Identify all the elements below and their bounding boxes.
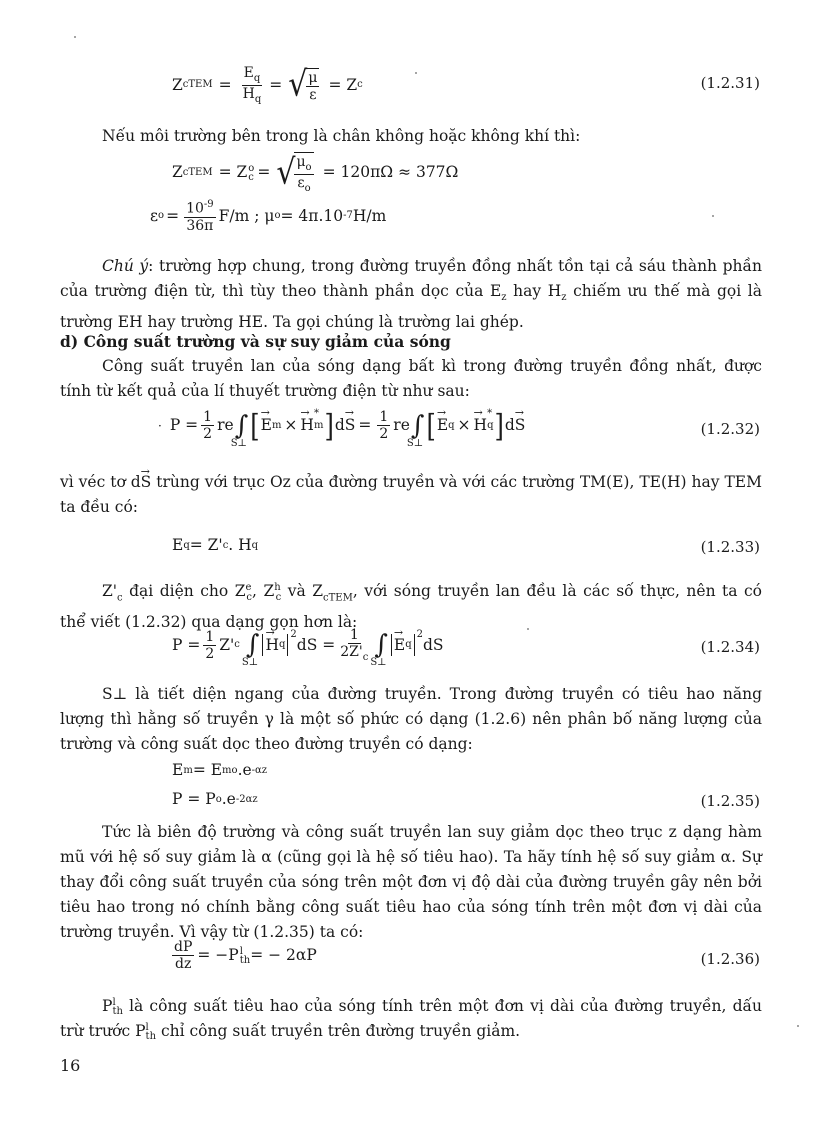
eq-sub: th [239,954,251,966]
eq-sup: -αz [251,764,268,776]
paragraph-text: là công suất tiêu hao của sóng tính trên một đơn vị dài của đường truyền, dấu trừ trước P [60,997,762,1040]
radical-icon: √ [276,152,296,193]
denominator: dz [175,956,192,972]
eq-sup: l [239,945,243,957]
eq-text: Z' [219,635,235,654]
scan-speck [712,215,714,217]
vector-S: → S [345,418,356,434]
integral-icon: ∫ S⊥ [406,410,425,449]
eq-text: re [217,415,234,434]
bracket-icon: ] [324,407,334,444]
fraction-half: $\frac{1}{2}$ [379,409,389,442]
eq-rhs: = Z [328,75,358,94]
paragraph-text: Tức là biên độ trường và công suất truyền lan suy giảm dọc theo trục z dạng hàm mũ với hệ số suy giảm là α (cũng gọi là hệ số tiêu hao). Ta hãy tính hệ số suy giảm α. Sự thay đổi công suất truyền của sóng trên một đơn vị độ dài của đường truyền gây nên bởi tiêu hao trong nó chính bằng công suất tiêu hao của sóng tính trên một đơn vị dài của trường truyền. Vì vậy từ (1.2.35) ta có: [60,823,762,941]
eq-sub: cTEM [182,79,213,91]
section-heading: d) Công suất trường và sự suy giảm của sóng [60,332,451,351]
fraction [172,940,194,971]
equation-1-2-35a [172,763,267,779]
paragraph-note [60,254,762,335]
vector-H: → H [300,418,314,434]
bracket-icon: [ [426,407,436,444]
square-root [276,152,313,194]
fraction [184,200,216,233]
integral-icon: ∫ S⊥ [241,630,260,669]
eq-sub: q [251,539,259,551]
denominator: H [242,85,255,102]
radicand-numerator: μ [308,70,318,87]
vector-E: → E [261,418,272,434]
paragraph-text: P [102,997,113,1015]
paragraph-cross-section [60,682,762,757]
text-sub: z [561,292,567,304]
eq-text: dS = [296,635,336,654]
integral-icon: ∫ S⊥ [370,630,388,669]
vector-H: → H [265,638,279,654]
equation-number: (1.2.34) [700,638,760,656]
eq-sub: o [158,210,165,222]
eq-text: ε [150,206,159,225]
eq-sub: cTEM [182,166,213,178]
eq-text: H/m [352,206,387,225]
scan-speck [74,36,76,38]
equation-vacuum-impedance [172,152,458,194]
equals-sign: = [166,206,180,225]
eq-text: = E [192,761,223,779]
eq-sub: m [183,764,193,776]
eq-sup: o [248,162,255,174]
equation-1-2-36 [172,940,317,971]
equation-1-2-33 [172,538,258,554]
numerator: E [243,65,254,81]
eq-sub: o [274,210,281,222]
paragraph-text: S⊥ là tiết diện ngang của đường truyền. Trong đường truyền có tiêu hao năng lượng thì hằng số truyền γ là một số phức có dạng (1.2.6) nên phân bố năng lượng của trường và công suất dọc theo đường truyền có dạng: [60,685,762,753]
stray-mark: · [158,418,162,433]
radicand-numerator: μ [296,154,306,170]
eq-text: = Z' [189,536,223,554]
numerator-sup: -9 [203,199,214,210]
equation-number: (1.2.33) [700,538,760,556]
radicand-sub: o [305,161,312,173]
equation-number: (1.2.36) [700,950,760,968]
eq-text: d [504,415,515,434]
integral-icon: ∫ S⊥ [230,410,249,449]
paragraph-text: , Z [252,582,275,601]
equals-sign: = [218,75,232,94]
eq-sub: o [215,793,222,805]
eq-text: E [172,536,184,554]
equation-1-2-35b [172,792,258,808]
equation-1-2-31 [172,66,363,105]
eq-text: = −P [197,945,239,964]
denominator: 36π [186,217,214,234]
fraction-half: $\frac{1}{2}$ [203,409,213,442]
paragraph-text: Z' [102,582,118,601]
eq-text: re [393,415,410,434]
paragraph-vector [60,470,762,520]
denominator-sub: q [254,93,262,105]
paragraph-text: đại diện cho Z [122,582,246,601]
bracket-icon: ] [494,407,504,444]
eq-sub: c [222,539,229,551]
eq-text: dS [422,635,444,654]
equals-sign: = [257,163,271,182]
fraction [241,66,264,105]
eq-sup: -2αz [235,793,258,805]
vector-S: → S [141,470,152,495]
paragraph-text: : trường hợp chung, trong đường truyền đồng nhất tồn tại cả sáu thành phần của trường điện từ, thì tùy theo thành phần dọc của E [60,257,762,300]
paragraph-text: Công suất truyền lan của sóng dạng bất kì trong đường truyền đồng nhất, được tính từ kết quả của lí thuyết trường điện từ như sau: [60,357,762,400]
equation-1-2-34: P = $\frac{1}{2}$ Z' c ∫ S⊥ → H q $^2$ dS = $\frac{1}{2Z'_c}$ ∫ S⊥ → E q $^2$ dS [172,628,444,663]
eq-text: = − 2αP [250,945,317,964]
eq-text: = Z [218,163,248,182]
scan-speck [527,628,529,630]
vector-E: → E [437,418,448,434]
equation-number: (1.2.32) [700,420,760,438]
eq-text: .e [221,790,236,808]
eq-text: d [334,415,345,434]
eq-text: .e [237,761,252,779]
eq-text: P = P [172,790,216,808]
equation-1-2-32: · P = $\frac{1}{2}$ re ∫ S⊥ [ → E m × → H * m ] d → S = $\frac{1}{2}$ re ∫ S⊥ [ → E q × → H * q ] d → S [158,410,525,441]
equation-number: (1.2.31) [700,74,760,92]
paragraph-impedance: $Z'_c$ đại diện cho $Z^e_c$, $Z^h_c$ và $Z_{cTEM}$, với sóng truyền lan đều là các số thực, nên ta có thể viết (1.2.32) qua dạng gọn hơn là: [60,582,763,632]
radical-icon: √ [288,64,308,105]
equation-number: (1.2.35) [700,792,760,810]
paragraph-text: chiếm ưu thế mà gọi là trường EH hay trường HE. Ta gọi chúng là trường lai ghép. [60,282,762,332]
paragraph-text: hay H [506,282,562,300]
paragraph-vacuum [60,124,762,149]
paragraph-text: và Z [281,582,324,601]
eq-sub: mo [222,764,238,776]
eq-text: . H [228,536,252,554]
eq-text: E [172,761,184,779]
scan-speck [797,1025,799,1027]
paragraph-text: vì véc tơ d [60,473,141,491]
note-label: Chú ý [102,257,149,275]
numerator: 10 [186,200,204,217]
eq-text: Z [172,163,183,182]
text-sub: z [501,292,507,304]
numerator-sub: q [253,72,261,84]
paragraph-text: chỉ công suất truyền trên đường truyền giảm. [156,1022,521,1040]
square-root [288,64,319,105]
paragraph-power [60,354,762,404]
vector-S: → S [515,418,526,434]
eq-sub: q [183,539,190,551]
paragraph-attenuation [60,820,762,945]
vector-H: → H [474,418,488,434]
numerator: dP [174,939,193,955]
paragraph-loss: P l th là công suất tiêu hao của sóng tính trên một đơn vị dài của đường truyền, dấu trừ trước P l th chỉ công suất truyền trên đường truyền giảm. [60,997,762,1042]
eq-text: P = [172,635,201,654]
eq-rhs: = 120πΩ ≈ 377Ω [322,163,459,182]
eq-sub: c [248,171,254,183]
page-number: 16 [60,1056,81,1075]
scan-speck [415,72,417,74]
radicand-denominator: ε [297,174,305,191]
paragraph-text: trùng với trục Oz của đường truyền và với các trường TM(E), TE(H) hay TEM ta đều có: [60,473,762,516]
eq-rhs-sub: c [357,79,363,91]
paragraph-text: , với sóng truyền lan đều là các số thực, nên ta có thể viết (1.2.32) qua dạng gọn hơn là: [60,582,763,632]
eq-sup: -7 [343,210,353,222]
fraction-half: $\frac{1}{2}$ [205,628,215,662]
eq-text: = 4π.10 [280,206,344,225]
eq-text: Z [172,75,183,94]
bracket-icon: [ [250,407,260,444]
fraction: $\frac{1}{2Z'_c}$ [340,627,369,663]
equals-sign: = [269,75,283,94]
vector-E: → E [394,638,405,654]
eq-text: F/m ; μ [218,206,275,225]
radicand-sub: o [304,182,311,194]
equation-permittivity [150,200,386,233]
paragraph-text: Nếu môi trường bên trong là chân không hoặc không khí thì: [102,127,581,145]
eq-text: P = [169,415,199,434]
radicand-denominator: ε [309,87,317,104]
